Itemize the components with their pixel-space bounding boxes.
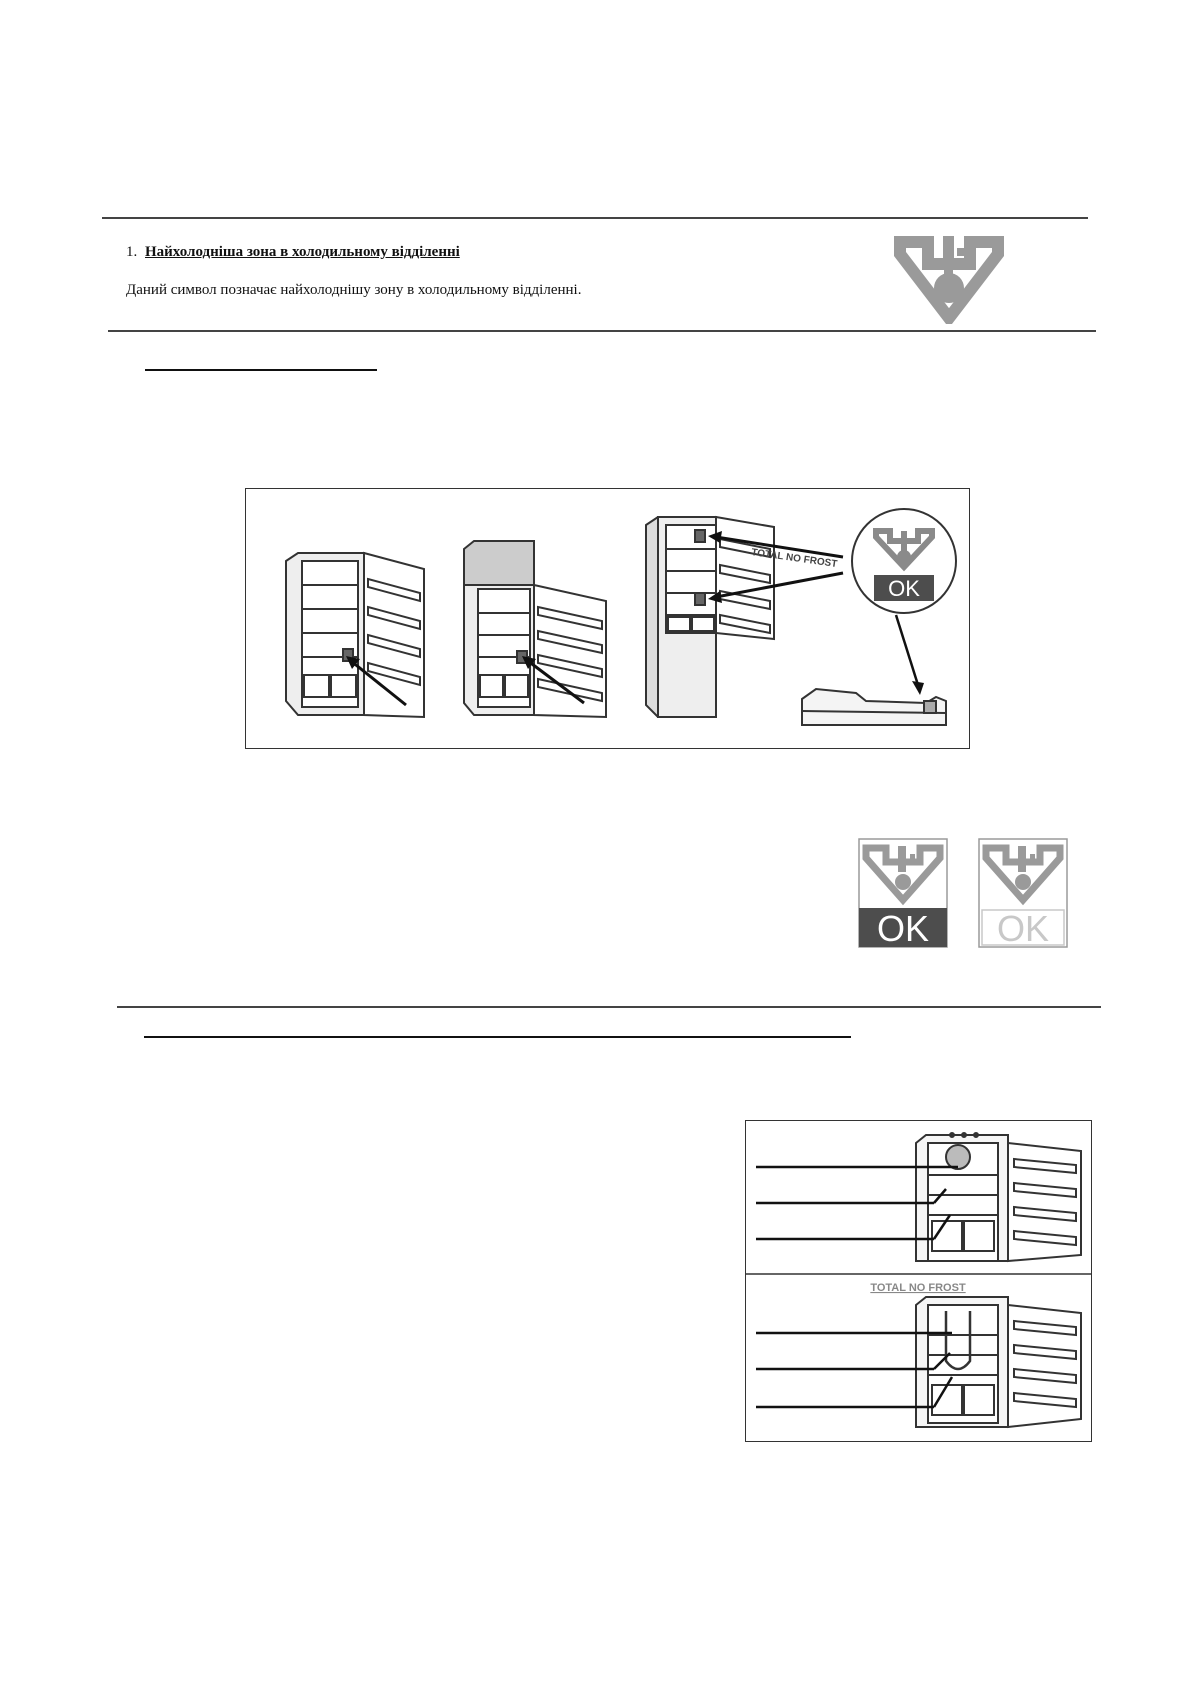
crisper-drawer-illustration (802, 689, 946, 725)
section-number: 1. (126, 244, 138, 260)
indicator-ok-inactive-label: OK (996, 908, 1050, 948)
fridge-illustration-2 (464, 541, 606, 717)
section-description: Даний символ позначає найхолоднішу зону в холодильному відділенні. (126, 282, 582, 298)
fridge-illustration-1 (286, 553, 424, 717)
shelf-placement-figure (745, 1120, 1092, 1442)
section1-bottom-rule (108, 330, 1096, 332)
subheading-underline (145, 369, 377, 371)
indicator-ok-active-icon (858, 838, 948, 948)
coldest-zone-icon (890, 232, 1008, 324)
section2-top-rule (117, 1006, 1101, 1008)
model-label-figure2: TOTAL NO FROST (870, 1282, 966, 1294)
model-label-figure1: TOTAL NO FROST (750, 547, 838, 571)
section-heading (126, 244, 460, 261)
section2-underline (144, 1036, 851, 1038)
section-title: Найхолодніша зона в холодильному відділенні (145, 244, 460, 260)
indicator-ok-inactive-icon (978, 838, 1068, 948)
top-rule (102, 217, 1088, 219)
indicator-ok-active-label: OK (876, 908, 930, 948)
ok-badge-magnified (852, 509, 956, 613)
fridge-placement-figure (245, 488, 970, 749)
ok-badge-label: OK (888, 576, 920, 601)
